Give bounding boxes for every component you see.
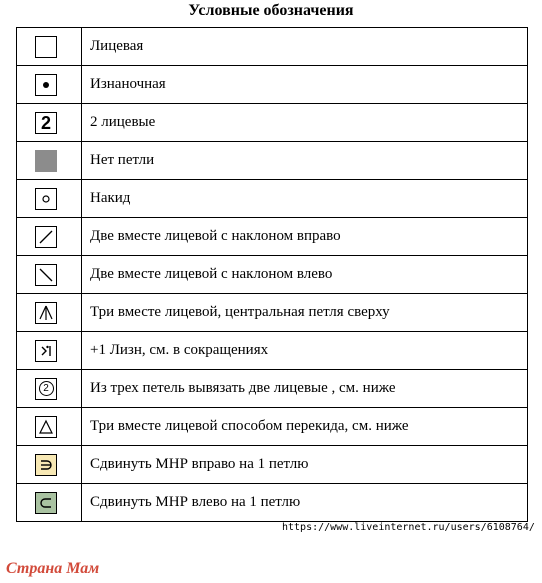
slash-left-icon — [35, 264, 57, 286]
legend-row — [17, 104, 528, 142]
number-two-glyph: 2 — [40, 112, 51, 133]
source-url-watermark: https://www.liveinternet.ru/users/6108764/ — [282, 522, 535, 533]
legend-row — [17, 142, 528, 180]
legend-label: Накид — [82, 180, 528, 218]
site-watermark: Страна Мам — [6, 560, 100, 577]
circled-two-icon — [35, 378, 57, 400]
legend-row — [17, 294, 528, 332]
legend-label: Сдвинуть МНР вправо на 1 петлю — [82, 446, 528, 484]
legend-label: Из трех петель вывязать две лицевые , см. ниже — [82, 370, 528, 408]
legend-label: Нет петли — [82, 142, 528, 180]
legend-label: Три вместе лицевой способом перекида, см. ниже — [82, 408, 528, 446]
legend-label: Две вместе лицевой с наклоном влево — [82, 256, 528, 294]
legend-label: 2 лицевые — [82, 104, 528, 142]
circled-two-glyph: 2 — [39, 381, 54, 396]
legend-title: Условные обозначения — [188, 2, 354, 19]
legend-row — [17, 446, 528, 484]
triangle-icon — [35, 416, 57, 438]
three-together-icon — [35, 302, 57, 324]
legend-label: Лицевая — [82, 28, 528, 66]
legend-row — [17, 408, 528, 446]
legend-row — [17, 484, 528, 522]
legend-label: Две вместе лицевой с наклоном вправо — [82, 218, 528, 256]
legend-label: +1 Лизн, см. в сокращениях — [82, 332, 528, 370]
legend-row — [17, 66, 528, 104]
legend-label: Изнаночная — [82, 66, 528, 104]
legend-row — [17, 256, 528, 294]
legend-row — [17, 332, 528, 370]
small-circle-icon — [35, 188, 57, 210]
legend-row — [17, 370, 528, 408]
legend-row — [17, 180, 528, 218]
legend-label: Три вместе лицевой, центральная петля сверху — [82, 294, 528, 332]
shift-left-icon — [35, 492, 57, 514]
blank-square-icon — [35, 36, 57, 58]
legend-row — [17, 28, 528, 66]
filled-gray-square-icon — [35, 150, 57, 172]
legend-label: Сдвинуть МНР влево на 1 петлю — [82, 484, 528, 522]
legend-row — [17, 218, 528, 256]
legend-table — [16, 27, 528, 522]
dot-icon — [35, 74, 57, 96]
plus-one-increase-icon — [35, 340, 57, 362]
slash-right-icon — [35, 226, 57, 248]
number-two-icon — [35, 112, 57, 134]
shift-right-icon — [35, 454, 57, 476]
